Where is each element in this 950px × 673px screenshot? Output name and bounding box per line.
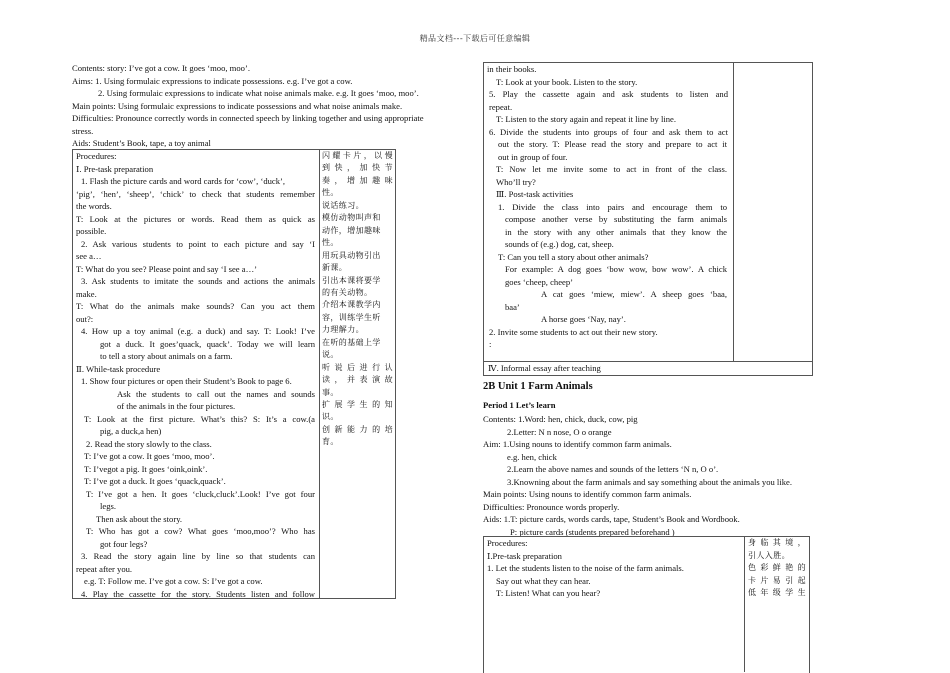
right-plan-line: 2.Letter: N n nose, O o orange	[507, 426, 612, 437]
left-proc-line: possible.	[76, 226, 107, 236]
right-plan-line: Difficulties: Pronounce words properly.	[483, 501, 620, 512]
right-plan-line: P: picture cards (students prepared beforehand )	[510, 526, 675, 537]
right-cont-line: A cat goes ‘miew, miew’. A sheep goes ‘baa,	[541, 289, 727, 299]
right-table-divider	[733, 62, 734, 362]
left-proc-line: Then ask about the story.	[96, 513, 183, 524]
left-notes-line: 听说后进行认	[322, 362, 393, 372]
right-cont-line: out the story. T: Please read the story and prepare to act it	[498, 139, 727, 149]
right-notes2-line: 色彩鲜艳的	[748, 563, 806, 572]
left-notes-line: 模仿动物叫声和	[322, 213, 381, 223]
left-notes-line: 动作，增加趣味	[322, 225, 381, 235]
right-cont-line: in their books.	[487, 64, 537, 74]
right-proc2-line: Procedures:	[487, 538, 528, 548]
left-proc-line: see a…	[76, 251, 102, 261]
contents-line: Contents: story: I’ve got a cow. It goes ‘moo, moo’.	[72, 63, 250, 73]
left-proc-line: legs.	[100, 501, 116, 511]
left-proc-line: got four legs?	[100, 538, 148, 549]
right-proc2-line: Ⅰ.Pre-task preparation	[487, 550, 562, 561]
right-cont-line: goes ‘cheep, cheep’	[505, 276, 573, 287]
left-notes-line: 奏，增加趣味	[322, 175, 393, 185]
left-proc-line: T: I’ve got a hen. It goes ‘cluck,cluck’.Look! I’ve got four	[86, 488, 315, 499]
left-proc-line: 3. Read the story again line by line so that students can	[81, 551, 315, 561]
right-cont-line: A horse goes ‘Nay, nay’.	[541, 314, 626, 324]
right-notes2-line: 低年级学生	[748, 588, 806, 597]
left-proc-line: pig, a duck,a hen)	[100, 426, 162, 436]
left-table-divider	[319, 149, 320, 598]
difficulties-line-2: stress.	[72, 125, 94, 136]
left-proc-line: got a duck. It goes’quack, quack’. Today we will learn	[100, 338, 315, 349]
right-cont-line: repeat.	[489, 101, 513, 112]
right-plan-line: Main points: Using nouns to identify common farm animals.	[483, 489, 692, 499]
right-cont-line: For example: A dog goes ‘bow wow, bow wow’. A chick	[505, 264, 727, 274]
right-cont-line: baa’	[505, 301, 520, 312]
left-notes-line: 介绍本课教学内	[322, 300, 381, 310]
right-proc2-line: Say out what they can hear.	[496, 575, 591, 586]
left-proc-line: T: What do the animals make sounds? Can you act them	[76, 301, 315, 311]
left-notes-line: 说话练习。	[322, 200, 364, 210]
left-notes-line: 引出本课将要学	[322, 275, 381, 285]
right-cont-line: 1. Divide the class into pairs and encourage them to	[498, 201, 727, 212]
right-plan-line: 2.Learn the above names and sounds of the letters ‘N n, O o’.	[507, 464, 719, 474]
period1-table-divider	[744, 536, 745, 672]
right-cont-line: :	[489, 339, 492, 349]
difficulties-line: Difficulties: Pronounce correctly words in connected speech by linking together and using appropriate	[72, 113, 424, 123]
right-plan-line: 3.Knowning about the farm animals and say something about the animals you like.	[507, 476, 792, 487]
left-notes-line: 性。	[322, 238, 339, 248]
left-notes-line: 容，训练学生听	[322, 312, 381, 322]
left-proc-line: 4. Play the cassette for the story. Students listen and follow	[81, 588, 315, 599]
left-proc-line: T: I’ve got a cow. It goes ‘moo, moo’.	[84, 451, 215, 461]
left-notes-line: 新课。	[322, 263, 348, 273]
left-proc-line: 2. Read the story slowly to the class.	[86, 438, 212, 449]
main-points-line: Main points: Using formulaic expressions to indicate possessions and what noise animals make.	[72, 100, 403, 111]
left-proc-line: 1. Flash the picture cards and word cards for ‘cow’, ‘duck’,	[81, 176, 286, 186]
left-proc-line: of the animals in the four pictures.	[117, 401, 236, 411]
unit-title: 2B Unit 1 Farm Animals	[483, 381, 593, 392]
right-cont-line: Who’ll try?	[496, 176, 536, 187]
left-proc-line: T: I’vegot a pig. It goes ‘oink,oink’.	[84, 463, 208, 474]
aims-line-1: Aims: 1. Using formulaic expressions to indicate possessions. e.g. I’ve got a cow.	[72, 75, 353, 86]
right-proc2-line: 1. Let the students listen to the noise of the farm animals.	[487, 563, 684, 573]
right-cont-line: 2. Invite some students to act out their new story.	[489, 326, 658, 337]
left-proc-line: T: I’ve got a duck. It goes ‘quack,quack’.	[84, 476, 226, 486]
left-proc-line: 4. How up a toy animal (e.g. a duck) and say. T: Look! I’ve	[81, 326, 315, 336]
left-proc-line: to tell a story about animals on a farm.	[100, 351, 233, 361]
right-notes2-line: 身临其境，	[748, 538, 806, 547]
essay-label: Ⅳ. Informal essay after teaching	[488, 363, 601, 373]
left-proc-line: Ⅱ. While-task procedure	[76, 363, 161, 374]
left-notes-line: 力理解力。	[322, 325, 364, 335]
left-proc-line: 3. Ask students to imitate the sounds and actions the animals	[81, 276, 315, 286]
left-proc-line: ‘pig’, ‘hen’, ‘sheep’, ‘chick’ to check that students remember	[76, 188, 315, 199]
period-title: Period 1 Let’s learn	[483, 400, 556, 410]
right-cont-line: 5. Play the cassette again and ask students to listen and	[489, 89, 728, 99]
left-notes-line: 在听的基础上学	[322, 337, 381, 347]
left-proc-line: repeat after you.	[76, 563, 133, 574]
left-proc-line: Procedures:	[76, 151, 117, 161]
right-cont-line: T: Listen to the story again and repeat it line by line.	[496, 114, 676, 124]
right-proc2-line: T: Listen! What can you hear?	[496, 588, 601, 598]
left-proc-line: out?:	[76, 313, 94, 324]
left-proc-line: e.g. T: Follow me. I’ve got a cow. S: I’ve got a cow.	[84, 576, 263, 586]
left-proc-line: make.	[76, 288, 97, 299]
left-proc-line: Ⅰ. Pre-task preparation	[76, 163, 154, 174]
aids-line: Aids: Student’s Book, tape, a toy animal	[72, 138, 211, 148]
left-proc-line: 1. Show four pictures or open their Student’s Book to page 6.	[81, 376, 292, 386]
left-notes-line: 说。	[322, 350, 339, 360]
left-notes-line: 育。	[322, 437, 339, 447]
left-notes-line: 闪耀卡片，以慢	[322, 151, 393, 160]
right-cont-line: 6. Divide the students into groups of four and ask them to act	[489, 126, 728, 137]
right-plan-line: Aim: 1.Using nouns to identify common farm animals.	[483, 439, 672, 449]
right-cont-line: out in group of four.	[498, 151, 568, 162]
left-proc-line: the words.	[76, 201, 112, 211]
right-notes2-line: 卡片易引起	[748, 575, 806, 585]
left-proc-line: T: What do you see? Please point and say ‘I see a…’	[76, 263, 258, 274]
left-notes-line: 事。	[322, 387, 339, 397]
left-proc-line: 2. Ask various students to point to each picture and say ‘I	[81, 238, 315, 249]
left-notes-line: 用玩具动物引出	[322, 250, 381, 260]
left-proc-line: T: Who has got a cow? What goes ‘moo,moo’? Who has	[86, 526, 315, 536]
left-proc-line: T: Look at the first picture. What’s this? S: It’s a cow.(a	[84, 413, 315, 424]
right-notes2-line: 引人入胜。	[748, 550, 790, 560]
left-notes-line: 到快，加快节	[322, 163, 393, 173]
left-notes-line: 识。	[322, 412, 339, 422]
left-notes-line: 的有关动物。	[322, 287, 373, 297]
left-proc-line: T: Look at the pictures or words. Read them as quick as	[76, 213, 315, 224]
left-notes-line: 扩展学生的知	[322, 400, 393, 409]
left-notes-line: 创新能力的培	[322, 424, 393, 434]
left-notes-line: 性。	[322, 188, 339, 198]
right-plan-line: Aids: 1.T: picture cards, words cards, tape, Student’s Book and Wordbook.	[483, 514, 740, 524]
right-cont-line: T: Look at your book. Listen to the story.	[496, 76, 638, 87]
right-cont-line: sounds of (e.g.) dog, cat, sheep.	[505, 239, 614, 249]
right-plan-line: e.g. hen, chick	[507, 451, 557, 462]
page-header: 精品文档---下载后可任意编辑	[419, 34, 531, 43]
right-plan-line: Contents: 1.Word: hen, chick, duck, cow, pig	[483, 414, 638, 424]
right-cont-line: T: Can you tell a story about other animals?	[498, 251, 649, 262]
right-cont-line: in the story with any other animals that they know the	[505, 226, 727, 237]
right-cont-line: T: Now let me invite some to act in front of the class.	[496, 164, 727, 174]
right-cont-line: compose another verse by substituting the farm animals	[505, 214, 727, 224]
aims-line-2: 2. Using formulaic expressions to indicate what noise animals make. e.g. It goes ‘moo, moo’.	[98, 88, 419, 98]
right-cont-line: Ⅲ. Post-task activities	[496, 189, 574, 199]
left-proc-line: Ask the students to call out the names and sounds	[117, 388, 315, 399]
left-notes-line: 读，并表演故	[322, 375, 393, 385]
